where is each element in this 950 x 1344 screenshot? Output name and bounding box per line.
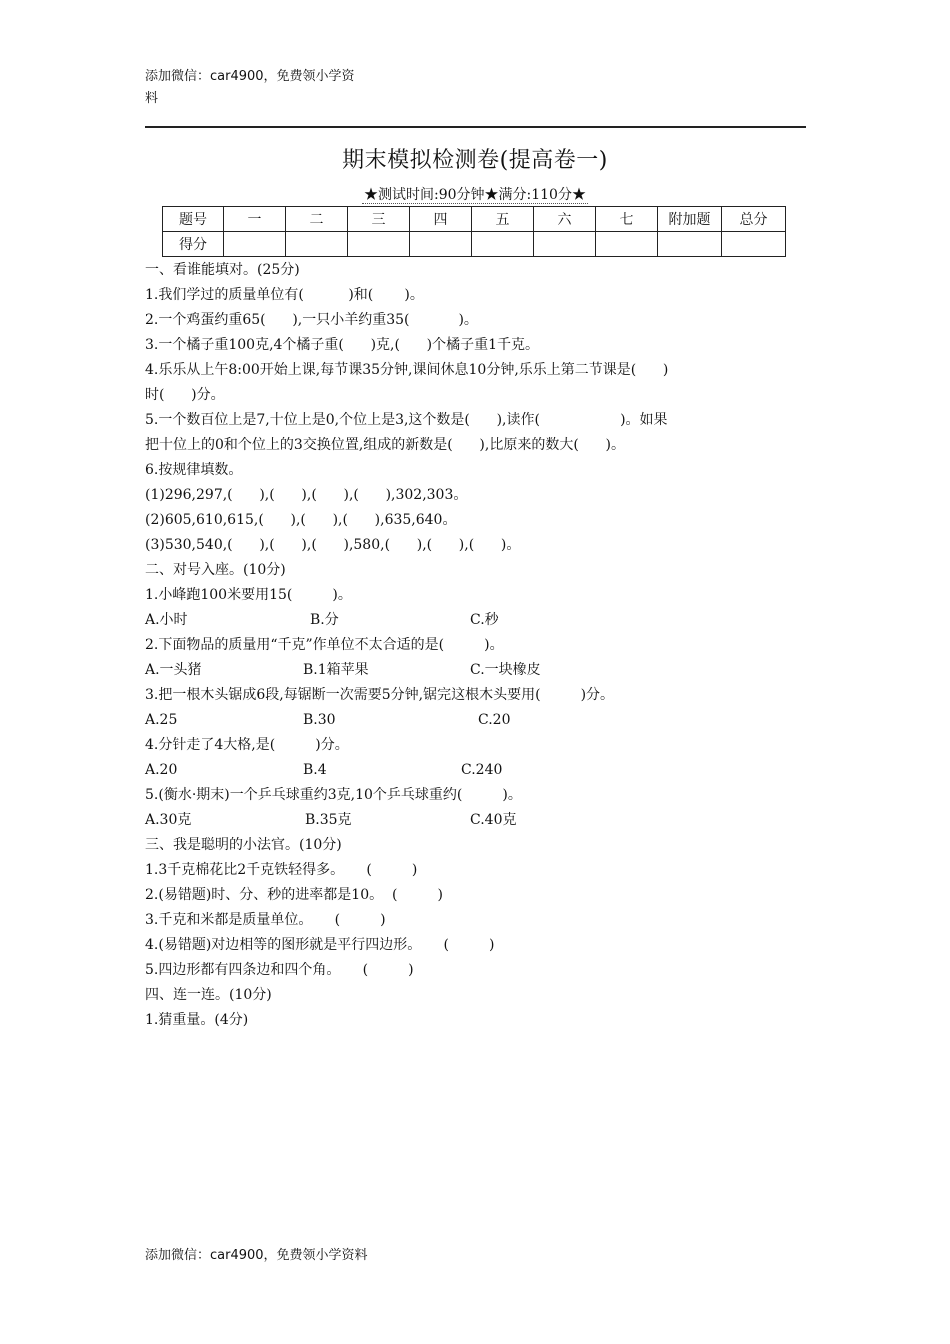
question: 3.千克和米都是质量单位。 ( ) — [145, 912, 386, 928]
score-cell[interactable] — [348, 232, 410, 257]
option: A.小时 — [145, 612, 188, 628]
option: A.25 — [145, 712, 178, 728]
score-cell[interactable] — [472, 232, 534, 257]
question: (1)296,297,( ),( ),( ),( ),302,303。 — [145, 487, 468, 503]
option: C.一块橡皮 — [470, 662, 541, 678]
question: 1.3千克棉花比2千克铁轻得多。 ( ) — [145, 862, 418, 878]
header-line-2: 料 — [145, 91, 159, 106]
page-title: 期末模拟检测卷(提高卷一) — [342, 148, 608, 173]
table-cell: 四 — [410, 207, 472, 232]
question: 时( )分。 — [145, 387, 225, 403]
score-cell[interactable] — [658, 232, 722, 257]
score-cell[interactable] — [410, 232, 472, 257]
option: B.30 — [303, 712, 336, 728]
options-row — [145, 608, 815, 633]
question: 5.(衡水·期末)一个乒乓球重约3克,10个乒乓球重约( )。 — [145, 787, 522, 803]
option: A.一头猪 — [145, 662, 202, 678]
score-cell[interactable] — [722, 232, 786, 257]
option: B.分 — [310, 612, 339, 628]
options-row — [145, 808, 815, 833]
option: C.240 — [461, 762, 503, 778]
table-cell: 二 — [286, 207, 348, 232]
option: B.1箱苹果 — [303, 662, 369, 678]
table-cell: 得分 — [163, 232, 224, 257]
question: (2)605,610,615,( ),( ),( ),635,640。 — [145, 512, 457, 528]
question: 4.乐乐从上午8:00开始上课,每节课35分钟,课间休息10分钟,乐乐上第二节课是( ) — [145, 362, 669, 378]
exam-body — [145, 258, 815, 1033]
table-cell: 六 — [534, 207, 596, 232]
table-cell: 七 — [596, 207, 658, 232]
question: 4.(易错题)对边相等的图形就是平行四边形。 ( ) — [145, 937, 495, 953]
table-cell: 附加题 — [658, 207, 722, 232]
option: A.20 — [145, 762, 178, 778]
question: 4.分针走了4大格,是( )分。 — [145, 737, 349, 753]
section-heading: 三、我是聪明的小法官。(10分) — [145, 837, 342, 853]
option: B.4 — [303, 762, 327, 778]
table-cell: 五 — [472, 207, 534, 232]
options-row — [145, 658, 815, 683]
score-table-header-row — [163, 207, 786, 232]
question: 3.把一根木头锯成6段,每锯断一次需要5分钟,锯完这根木头要用( )分。 — [145, 687, 615, 703]
section-heading: 二、对号入座。(10分) — [145, 562, 286, 578]
subtitle-text: ★测试时间:90分钟★满分:110分★ — [364, 187, 586, 203]
question: 1.猜重量。(4分) — [145, 1012, 249, 1028]
score-cell[interactable] — [286, 232, 348, 257]
option: C.40克 — [470, 812, 517, 828]
options-row — [145, 708, 815, 733]
score-table — [162, 206, 786, 257]
question: 5.一个数百位上是7,十位上是0,个位上是3,这个数是( ),读作( )。如果 — [145, 412, 668, 428]
question: 2.一个鸡蛋约重65( ),一只小羊约重35( )。 — [145, 312, 478, 328]
header-line-1: 添加微信：car4900，免费领小学资 — [145, 69, 355, 84]
table-cell: 一 — [224, 207, 286, 232]
score-cell[interactable] — [534, 232, 596, 257]
question: 把十位上的0和个位上的3交换位置,组成的新数是( ),比原来的数大( )。 — [145, 437, 625, 453]
question: (3)530,540,( ),( ),( ),580,( ),( ),( )。 — [145, 537, 521, 553]
table-cell: 三 — [348, 207, 410, 232]
question: 3.一个橘子重100克,4个橘子重( )克,( )个橘子重1千克。 — [145, 337, 540, 353]
header-rule — [145, 126, 806, 128]
question: 6.按规律填数。 — [145, 462, 243, 478]
page-subtitle — [0, 184, 950, 204]
question: 5.四边形都有四条边和四个角。 ( ) — [145, 962, 414, 978]
section-heading: 四、连一连。(10分) — [145, 987, 272, 1003]
question: 1.我们学过的质量单位有( )和( )。 — [145, 287, 424, 303]
question: 2.(易错题)时、分、秒的进率都是10。 ( ) — [145, 887, 443, 903]
score-cell[interactable] — [224, 232, 286, 257]
options-row — [145, 758, 815, 783]
question: 1.小峰跑100米要用15( )。 — [145, 587, 352, 603]
table-cell: 题号 — [163, 207, 224, 232]
footer-note: 添加微信：car4900，免费领小学资料 — [145, 1248, 368, 1263]
option: A.30克 — [145, 812, 192, 828]
option: C.秒 — [470, 612, 499, 628]
table-cell: 总分 — [722, 207, 786, 232]
section-heading: 一、看谁能填对。(25分) — [145, 262, 300, 278]
header-note — [145, 66, 390, 110]
option: B.35克 — [305, 812, 352, 828]
question: 2.下面物品的质量用“千克”作单位不太合适的是( )。 — [145, 637, 504, 653]
score-cell[interactable] — [596, 232, 658, 257]
option: C.20 — [478, 712, 511, 728]
score-table-score-row — [163, 232, 786, 257]
